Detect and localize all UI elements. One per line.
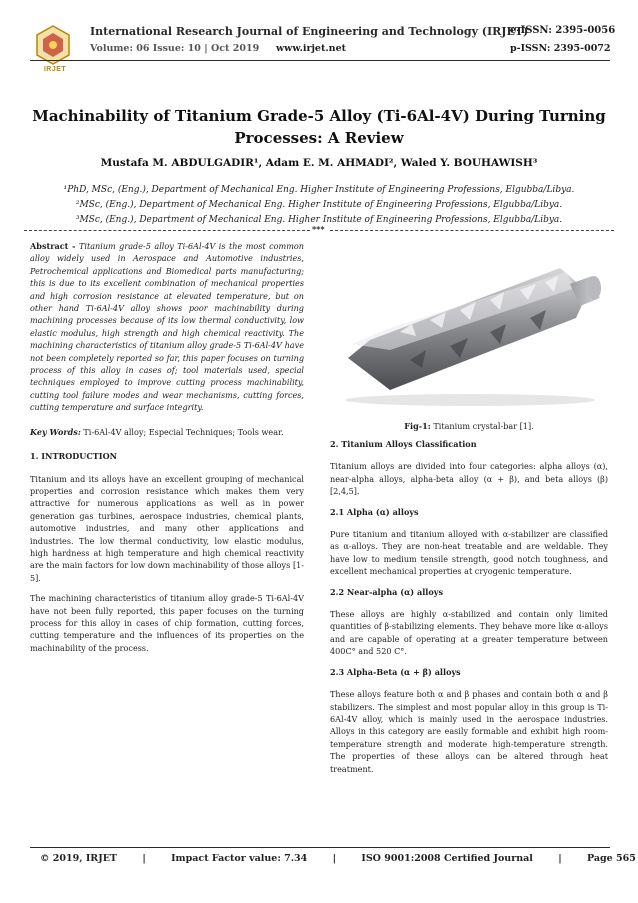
footer-separator: | bbox=[142, 853, 146, 864]
affiliation-1: ¹PhD, MSc, (Eng.), Department of Mechanical Eng. Higher Institute of Engineering Professions, Elgubba/Libya. bbox=[63, 185, 575, 195]
section-2-heading: 2. Titanium Alloys Classification bbox=[330, 439, 477, 449]
intro-heading: 1. INTRODUCTION bbox=[30, 451, 118, 462]
left-column bbox=[30, 240, 304, 662]
abstract-label: Abstract - bbox=[30, 241, 76, 251]
section-2-2-heading: 2.2 Near-alpha (α) alloys bbox=[330, 586, 443, 597]
keywords-label: Key Words: bbox=[30, 426, 81, 437]
section-2-text: Titanium alloys are divided into four categories: alpha alloys (α), near-alpha alloys, alpha-beta alloy (α + β), and beta alloys (β) [2,4,5]. bbox=[330, 461, 608, 497]
affiliations bbox=[20, 183, 618, 228]
footer-rule bbox=[30, 847, 610, 848]
section-2-1-text: Pure titanium and titanium alloyed with α-stabilizer are classified as α-alloys. They are non-heat treatable and are weldable. They have low to medium tensile strength, good notch toughness, and excellent mechanical properties at cryogenic temperature. bbox=[330, 529, 608, 577]
keywords bbox=[30, 426, 304, 438]
paper-title: Machinability of Titanium Grade-5 Alloy (Ti-6Al-4V) During Turning Processes: A Review bbox=[32, 107, 606, 147]
page-footer bbox=[40, 853, 636, 864]
section-2-3-heading: 2.3 Alpha-Beta (α + β) alloys bbox=[330, 666, 461, 677]
affiliation-2: ²MSc, (Eng.), Department of Mechanical Eng. Higher Institute of Engineering Professions, Elgubba/Libya. bbox=[75, 200, 563, 210]
irjet-logo bbox=[36, 25, 70, 65]
e-issn: e-ISSN: 2395-0056 bbox=[510, 25, 616, 36]
affiliation-3: ³MSc, (Eng.), Department of Mechanical Eng. Higher Institute of Engineering Professions, Elgubba/Libya. bbox=[75, 215, 563, 225]
author-list: Mustafa M. ABDULGADIR¹, Adam E. M. AHMADI², Waled Y. BOUHAWISH³ bbox=[100, 157, 538, 169]
section-2-1-heading: 2.1 Alpha (α) alloys bbox=[330, 506, 419, 517]
section-2-2-text: These alloys are highly α-stabilized and contain only limited quantities of β-stabilizing elements. They behave more like α-alloys and are capable of operating at a greater temperature between 400C° and 520 C°. bbox=[330, 609, 608, 657]
right-column bbox=[330, 426, 608, 783]
section-separator bbox=[24, 224, 614, 235]
keywords-text: Ti-6Al-4V alloy; Especial Techniques; Tools wear. bbox=[83, 426, 284, 437]
footer-iso: ISO 9001:2008 Certified Journal bbox=[361, 853, 533, 864]
journal-website[interactable]: www.irjet.net bbox=[276, 43, 347, 54]
footer-page-number: Page 565 bbox=[586, 853, 636, 864]
footer-impact-factor: Impact Factor value: 7.34 bbox=[171, 853, 308, 864]
abstract-text: Titanium grade-5 alloy Ti-6Al-4V is the most common alloy widely used in Aerospace and Automotive industries, Petrochemical applications and Biomedical parts manufacturing; this is due to its excellent combination of mechanical properties and high corrosion resistance at elevated temperature, but on other hand Ti-6Al-4V alloy shows poor machinability during machining processes because of its low thermal conductivity, low elastic modulus, high strength and high chemical reactivity. The machining characteristics of titanium alloy grade-5 Ti-6Al-4V have not been completely reported so far, this paper focuses on turning process of this alloy in cases of; tool materials used, special techniques employed to improve cutting process machinability, cutting tool failure modes and wear mechanisms, cutting forces, cutting temperature and surface integrity. bbox=[30, 241, 304, 413]
header-rule bbox=[30, 60, 610, 61]
intro-paragraph-1: Titanium and its alloys have an excellent grouping of mechanical properties and corrosion resistance which makes them very attractive for numerous applications as well as in power generation gas turbines, aerospace industries, chemical plants, automotive industries, and many other applications and industries. The low thermal conductivity, low elastic modulus, high hardness at high temperature and high chemical reactivity are the main factors for low down machinability of those alloys [1-5]. bbox=[30, 473, 304, 583]
abstract bbox=[30, 240, 304, 414]
intro-paragraph-2: The machining characteristics of titanium alloy grade-5 Ti-6Al-4V have not been fully reported, this paper focuses on the turning process for this alloy in cases of chip formation, cutting forces, cutting temperature and the influences of its properties on the machinability of the process. bbox=[30, 593, 304, 653]
footer-separator: | bbox=[332, 853, 337, 864]
separator-stars: *** bbox=[312, 224, 325, 234]
journal-name: International Research Journal of Engineering and Technology (IRJET) bbox=[90, 25, 529, 38]
figure-label: Fig-1: bbox=[404, 421, 431, 431]
titanium-crystal-bar-photo bbox=[330, 240, 608, 416]
p-issn: p-ISSN: 2395-0072 bbox=[510, 43, 611, 54]
footer-copyright: © 2019, IRJET bbox=[40, 853, 118, 864]
figure-caption-text: Titanium crystal-bar [1]. bbox=[433, 421, 534, 431]
logo-caption: IRJET bbox=[43, 66, 67, 73]
footer-separator: | bbox=[558, 853, 562, 864]
volume-issue: Volume: 06 Issue: 10 | Oct 2019 bbox=[90, 43, 260, 54]
section-2-3-text: These alloys feature both α and β phases and contain both α and β stabilizers. The simplest and most popular alloy in this group is Ti-6Al-4V alloy, which is mainly used in the aerospace industries. Alloys in this category are easily formable and exhibit high room-temperature strength and moderate high-temperature strength. The properties of these alloys can be altered through heat treatment. bbox=[330, 689, 608, 774]
